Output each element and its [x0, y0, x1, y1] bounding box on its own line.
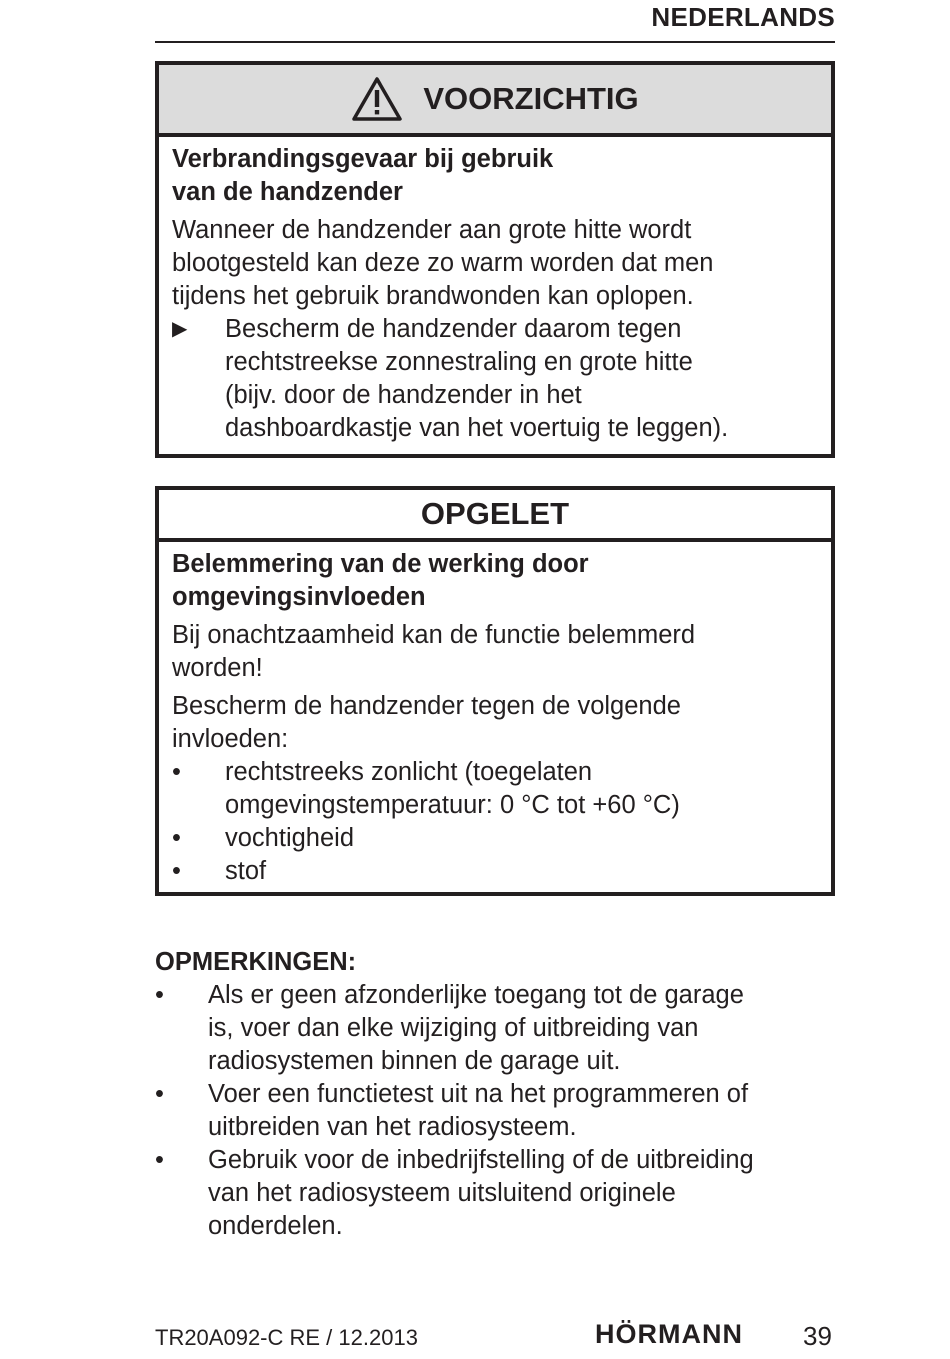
page-number: 39 [803, 1321, 832, 1351]
notes-item: • Voer een functietest uit na het programmeren of uitbreiden van het radiosysteem. [155, 1078, 845, 1144]
notice-box [155, 486, 835, 896]
bullet-icon: • [172, 758, 181, 786]
notice-header [159, 490, 831, 542]
caution-header [159, 65, 831, 137]
bullet-icon: • [172, 857, 181, 885]
notice-title: OPGELET [420, 496, 570, 531]
caution-action: ▶ Bescherm de handzender daarom tegen rechtstreekse zonnestraling en grote hitte (bijv. door de handzender in het dashboardkastje van het voertuig te leggen). [172, 313, 817, 445]
caution-subtitle: Verbrandingsgevaar bij gebruik van de handzender [172, 145, 554, 206]
notes-title: OPMERKINGEN: [155, 948, 357, 976]
arrow-right-icon: ▶ [172, 318, 188, 340]
notice-text-2: Bescherm de handzender tegen de volgende invloeden: [172, 692, 681, 753]
notice-subtitle: Belemmering van de werking door omgevingsinvloeden [172, 550, 589, 611]
header-language: NEDERLANDS [651, 2, 835, 32]
caution-body [159, 137, 831, 445]
notes-item: • Als er geen afzonderlijke toegang tot de garage is, voer dan elke wijziging of uitbreiding van radiosystemen binnen de garage uit. [155, 979, 845, 1078]
brand-logo: HÖRMANN [595, 1319, 743, 1349]
warning-triangle-icon [351, 76, 403, 122]
header-rule [155, 41, 835, 43]
caution-title: VOORZICHTIG [423, 81, 639, 116]
caution-box [155, 61, 835, 458]
notes-item: • Gebruik voor de inbedrijfstelling of de uitbreiding van het radiosysteem uitsluitend originele onderdelen. [155, 1144, 845, 1243]
notice-text-1: Bij onachtzaamheid kan de functie belemmerd worden! [172, 621, 696, 682]
bullet-icon: • [172, 824, 181, 852]
notice-bullet: • vochtigheid [172, 822, 817, 855]
bullet-icon: • [155, 1146, 164, 1174]
notice-bullet: • rechtstreeks zonlicht (toegelaten omgevingstemperatuur: 0 °C tot +60 °C) [172, 756, 817, 822]
caution-text: Wanneer de handzender aan grote hitte wordt blootgesteld kan deze zo warm worden dat men tijdens het gebruik brandwonden kan oplopen. [172, 216, 714, 310]
notice-bullet: • stof [172, 855, 817, 888]
notes-section [155, 946, 845, 1243]
bullet-icon: • [155, 981, 164, 1009]
notice-body [159, 542, 831, 888]
document-code: TR20A092-C RE / 12.2013 [155, 1325, 418, 1350]
bullet-icon: • [155, 1080, 164, 1108]
